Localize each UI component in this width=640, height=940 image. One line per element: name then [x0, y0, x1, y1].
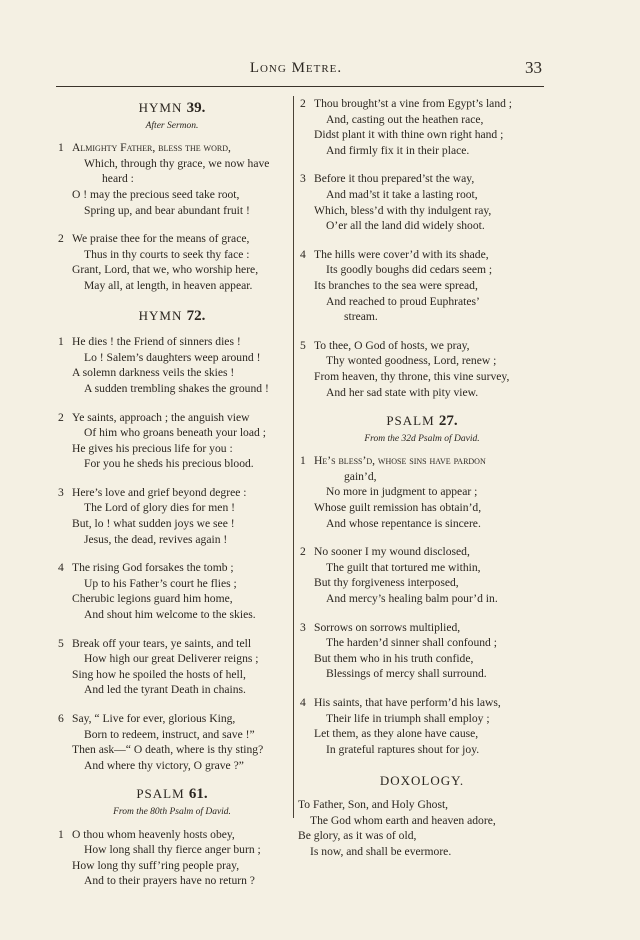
- verse-line: Lo ! Salem’s daughters weep around !: [84, 350, 261, 364]
- verse-line: Grant, Lord, that we, who worship here,: [72, 263, 259, 277]
- verse-line: Its goodly boughs did cedars seem ;: [326, 263, 493, 277]
- verse-line: And firmly fix it in their place.: [326, 143, 470, 157]
- stanza: [298, 695, 546, 757]
- doxology-stanza: [298, 797, 546, 859]
- stanza-number: 1: [300, 454, 306, 468]
- verse-line: Born to redeem, instruct, and save !”: [84, 727, 255, 741]
- verse-line: Thy wonted goodness, Lord, renew ;: [326, 354, 497, 368]
- verse-line: The guilt that tortured me within,: [326, 560, 481, 574]
- stanza-number: 3: [300, 620, 306, 634]
- stanza-number: 3: [58, 485, 64, 499]
- hymn-number: 72.: [186, 307, 206, 324]
- verse-line: Its branches to the sea were spread,: [314, 278, 478, 292]
- verse-line: And shout him welcome to the skies.: [84, 608, 256, 622]
- stanza: [56, 636, 288, 698]
- verse-line: gain’d,: [344, 469, 377, 483]
- verse-line: No sooner I my wound disclosed,: [314, 545, 470, 559]
- verse-line: stream.: [344, 310, 378, 324]
- stanza-number: 4: [300, 696, 306, 709]
- verse-line: And her sad state with pity view.: [326, 385, 479, 399]
- stanza: [298, 247, 546, 325]
- verse-line: A sudden trembling shakes the ground !: [84, 381, 269, 395]
- psalm-61-subtitle: From the 80th Psalm of David.: [113, 806, 231, 817]
- verse-line: But them who in his truth confide,: [314, 651, 474, 665]
- stanza-number: 2: [300, 545, 306, 559]
- verse-line: He’s bless’d, whose sins have pardon: [314, 454, 486, 468]
- page-number: 33: [525, 58, 542, 77]
- verse-line: Spring up, and bear abundant fruit !: [84, 203, 250, 217]
- verse-line: Ye saints, approach ; the anguish view: [72, 410, 250, 424]
- verse-line: O thou whom heavenly hosts obey,: [72, 827, 235, 841]
- verse-line: How long shall thy fierce anger burn ;: [84, 843, 261, 857]
- hymn-number: 39.: [186, 100, 206, 116]
- running-head: [56, 58, 542, 82]
- verse-line: From heaven, thy throne, this vine survey,: [314, 369, 510, 383]
- stanza-number: 1: [58, 827, 64, 841]
- stanza: [298, 96, 546, 158]
- verse-line: To thee, O God of hosts, we pray,: [314, 338, 470, 352]
- verse-line: Be glory, as it was of old,: [298, 829, 417, 843]
- verse-line: And mad’st it take a lasting root,: [326, 187, 478, 201]
- verse-line: Blessings of mercy shall surround.: [326, 667, 487, 681]
- verse-line: For you he sheds his precious blood.: [84, 457, 254, 471]
- stanza-number: 1: [58, 141, 64, 155]
- stanza: [56, 231, 288, 293]
- verse-line: And whose repentance is sincere.: [326, 516, 481, 530]
- header-rule: [56, 86, 544, 87]
- verse-line: Whose guilt remission has obtain’d,: [314, 501, 482, 515]
- verse-line: But thy forgiveness interposed,: [314, 576, 459, 590]
- verse-line: And reached to proud Euphrates’: [326, 294, 480, 308]
- verse-line: Jesus, the dead, revives again !: [84, 532, 228, 546]
- verse-line: His saints, that have perform’d his laws,: [314, 696, 501, 709]
- verse-line: Cherubic legions guard him home,: [72, 592, 233, 606]
- stanza-number: 5: [300, 338, 306, 352]
- verse-line: Which, bless’d with thy indulgent ray,: [314, 203, 492, 217]
- hymn-72-title: [56, 308, 288, 325]
- column-divider: [293, 96, 294, 818]
- doxology-title: DOXOLOGY.: [379, 773, 465, 789]
- verse-line: O’er all the land did widely shoot.: [326, 219, 485, 233]
- stanza-number: 2: [58, 232, 64, 246]
- verse-line: Say, “ Live for ever, glorious King,: [72, 712, 236, 725]
- stanza: [56, 485, 288, 547]
- verse-line: In grateful raptures shout for joy.: [326, 742, 480, 756]
- stanza-number: 4: [58, 561, 64, 575]
- verse-line: The hills were cover’d with its shade,: [314, 247, 489, 261]
- verse-line: heard :: [102, 172, 134, 186]
- verse-line: Up to his Father’s court he flies ;: [84, 576, 237, 590]
- stanza-number: 4: [300, 247, 306, 261]
- verse-line: And to their prayers have no return ?: [84, 874, 255, 888]
- stanza: [56, 827, 288, 889]
- stanza-number: 5: [58, 636, 64, 650]
- verse-line: How long thy suff’ring people pray,: [72, 858, 240, 872]
- verse-line: He dies ! the Friend of sinners dies !: [72, 335, 241, 349]
- verse-line: And where thy victory, O grave ?”: [84, 758, 244, 772]
- stanza: [56, 410, 288, 472]
- verse-line: Then ask—“ O death, where is thy sting?: [72, 743, 264, 757]
- stanza: [56, 140, 288, 218]
- verse-line: But, lo ! what sudden joys we see !: [72, 517, 235, 531]
- verse-line: No more in judgment to appear ;: [326, 485, 478, 499]
- running-title: Long Metre.: [249, 60, 343, 76]
- stanza: [298, 544, 546, 606]
- stanza: [298, 171, 546, 233]
- stanza: [56, 334, 288, 396]
- stanza-number: 3: [300, 172, 306, 186]
- verse-line: Thou brought’st a vine from Egypt’s land ;: [314, 97, 513, 110]
- verse-line: Of him who groans beneath your load ;: [84, 426, 266, 440]
- verse-line: How high our great Deliverer reigns ;: [84, 652, 259, 666]
- verse-line: May all, at length, in heaven appear.: [84, 278, 253, 292]
- hymn-39-subtitle: After Sermon.: [145, 120, 199, 131]
- stanza: [298, 620, 546, 682]
- stanza-number: 1: [58, 335, 64, 349]
- psalm-27-title: [298, 413, 546, 430]
- verse-line: Thus in thy courts to seek thy face :: [84, 247, 250, 261]
- verse-line: Is now, and shall be evermore.: [310, 844, 452, 858]
- verse-line: Which, through thy grace, we now have: [84, 156, 270, 170]
- verse-line: O ! may the precious seed take root,: [72, 187, 240, 201]
- left-column: [56, 96, 288, 902]
- verse-line: And led the tyrant Death in chains.: [84, 683, 246, 697]
- stanza: [56, 711, 288, 773]
- psalm-number: 27.: [438, 413, 458, 430]
- verse-line: And mercy’s healing balm pour’d in.: [326, 592, 498, 606]
- stanza: [298, 453, 546, 531]
- verse-line: Break off your tears, ye saints, and tell: [72, 636, 252, 650]
- psalm-number: 61.: [188, 786, 208, 803]
- verse-line: The Lord of glory dies for men !: [84, 501, 235, 515]
- verse-line: And, casting out the heathen race,: [326, 112, 484, 126]
- psalm-61-title: [56, 786, 288, 803]
- verse-line: Their life in triumph shall employ ;: [326, 711, 490, 725]
- verse-line: The harden’d sinner shall confound ;: [326, 636, 497, 650]
- verse-line: The rising God forsakes the tomb ;: [72, 561, 234, 575]
- verse-line: Sorrows on sorrows multiplied,: [314, 620, 461, 634]
- verse-line: A solemn darkness veils the skies !: [72, 366, 235, 380]
- stanza: [56, 560, 288, 622]
- verse-line: He gives his precious life for you :: [72, 441, 233, 455]
- hymn-label: HYMN: [138, 307, 183, 323]
- hymn-39-title: [56, 100, 288, 117]
- right-column: [298, 96, 546, 872]
- stanza-number: 2: [58, 410, 64, 424]
- verse-line: Here’s love and grief beyond degree :: [72, 485, 247, 499]
- verse-line: Didst plant it with thine own right hand ;: [314, 128, 504, 142]
- verse-line: Sing how he spoiled the hosts of hell,: [72, 667, 246, 681]
- stanza: [298, 338, 546, 400]
- psalm-label: PSALM: [136, 786, 185, 802]
- psalm-label: PSALM: [386, 413, 435, 429]
- stanza-number: 2: [300, 97, 306, 110]
- hymn-label: HYMN: [138, 100, 183, 115]
- verse-line: To Father, Son, and Holy Ghost,: [298, 797, 449, 811]
- verse-line: Let them, as they alone have cause,: [314, 727, 479, 741]
- verse-line: Almighty Father, bless the word,: [72, 141, 231, 155]
- verse-line: Before it thou prepared’st the way,: [314, 172, 475, 186]
- verse-line: The God whom earth and heaven adore,: [310, 813, 496, 827]
- verse-line: We praise thee for the means of grace,: [72, 232, 250, 246]
- psalm-27-subtitle: From the 32d Psalm of David.: [364, 433, 480, 444]
- stanza-number: 6: [58, 712, 64, 725]
